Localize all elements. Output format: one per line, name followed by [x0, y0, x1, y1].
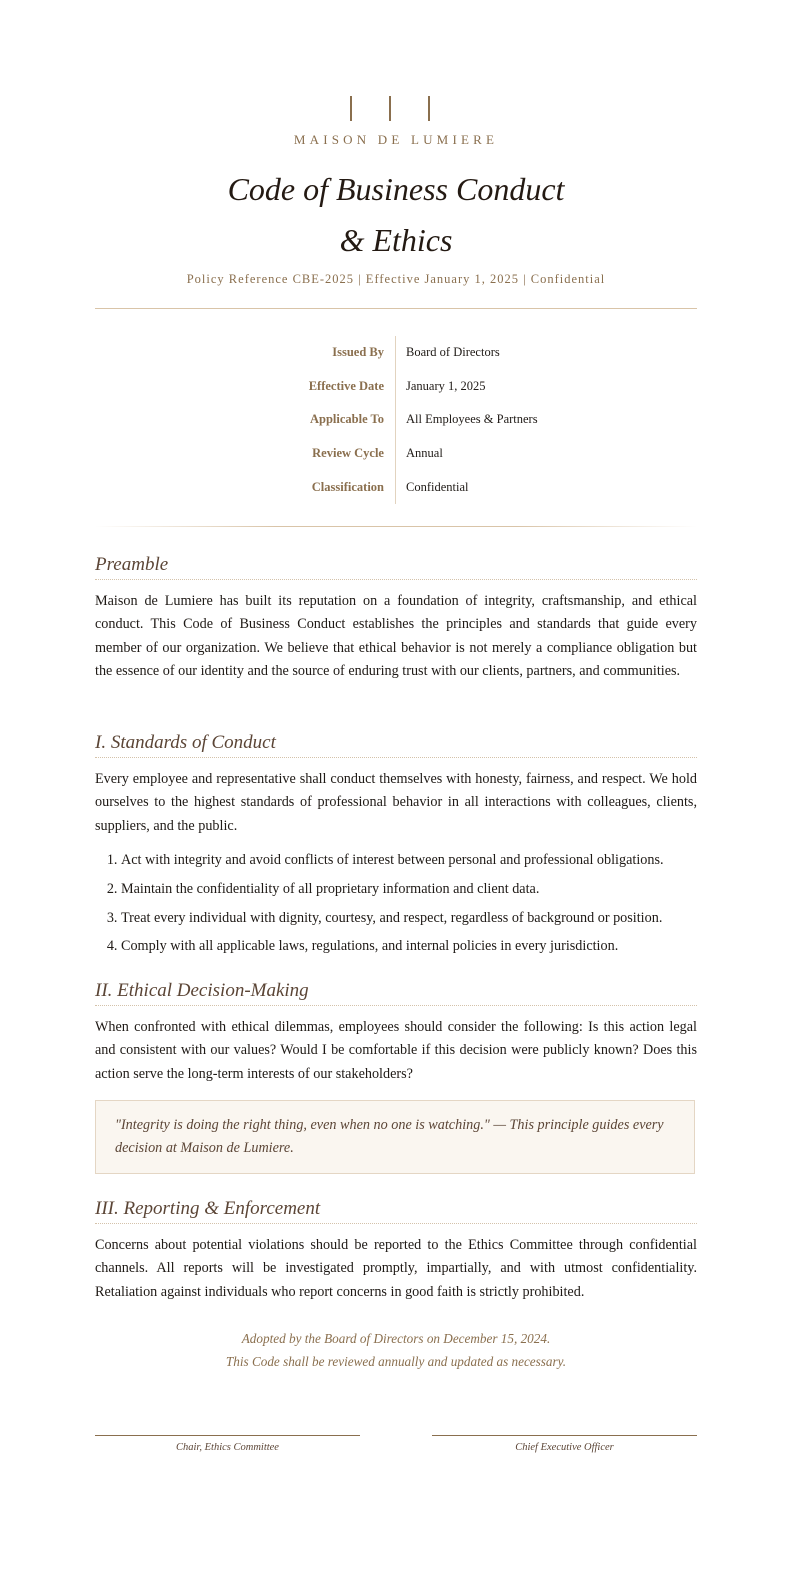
metadata-label: Review Cycle [312, 446, 384, 460]
metadata-row [95, 379, 697, 403]
adoption-note [95, 1327, 697, 1373]
section-body: Every employee and representative shall conduct themselves with honesty, fairness, and respect. We hold ourselves to the highest standards of professional behavior in all interactions with colleagues, clients, suppliers, and the public. [95, 771, 697, 834]
section-standards [95, 729, 697, 961]
section-heading: I. Standards of Conduct [95, 729, 697, 758]
brand-logo-icon [95, 96, 697, 122]
section-heading: II. Ethical Decision-Making [95, 977, 697, 1006]
section-reporting [95, 1195, 697, 1304]
metadata-value: January 1, 2025 [406, 379, 486, 393]
section-body: Concerns about potential violations should be reported to the Ethics Committee through confidential channels. All reports will be investigated promptly, impartially, and with utmost confidentiality. Retaliation against individuals who report concerns in good faith is strictly prohibited. [95, 1237, 697, 1300]
signature-line-chair [95, 1435, 360, 1453]
metadata-value: Confidential [406, 480, 469, 494]
metadata-row [95, 480, 697, 504]
metadata-table [95, 336, 697, 504]
policy-reference: Policy Reference CBE-2025 | Effective January 1, 2025 | Confidential [186, 272, 606, 286]
signature-title: Chief Executive Officer [515, 1442, 614, 1453]
section-body: Maison de Lumiere has built its reputation on a foundation of integrity, craftsmanship, and ethical conduct. This Code of Business Conduct establishes the principles and standards that guide every member of our organization. We believe that ethical behavior is not merely a compliance obligation but the essence of our identity and the source of enduring trust with our clients, partners, and communities. [95, 593, 697, 680]
section-heading: III. Reporting & Enforcement [95, 1195, 697, 1224]
adoption-line-2: This Code shall be reviewed annually and updated as necessary. [225, 1354, 567, 1369]
section-preamble [95, 551, 697, 684]
metadata-value: Annual [406, 446, 443, 460]
quote-text: "Integrity is doing the right thing, even when no one is watching." — This principle guides every decision at Maison de Lumiere. [115, 1117, 664, 1157]
standards-list [95, 846, 697, 961]
adoption-line-1: Adopted by the Board of Directors on December 15, 2024. [241, 1331, 551, 1346]
metadata-row [95, 345, 697, 369]
metadata-value: All Employees & Partners [406, 412, 538, 426]
section-decision-making [95, 977, 697, 1086]
header-divider [95, 308, 697, 309]
list-item: 1. Act with integrity and avoid conflicts of interest between personal and professional obligations. [121, 846, 697, 875]
list-item: 4. Comply with all applicable laws, regulations, and internal policies in every jurisdiction. [121, 932, 697, 961]
metadata-label: Effective Date [308, 379, 384, 393]
section-heading: Preamble [95, 551, 697, 580]
brand-name: MAISON DE LUMIERE [293, 132, 499, 147]
title-line-1: Code of Business Conduct [227, 171, 565, 207]
signature-line-ceo [432, 1435, 697, 1453]
metadata-label: Applicable To [310, 412, 384, 426]
metadata-row [95, 446, 697, 470]
metadata-value: Board of Directors [406, 345, 500, 359]
metadata-row [95, 412, 697, 436]
section-body: When confronted with ethical dilemmas, employees should consider the following: Is this action legal and consistent with our values? Would I be comfortable if this decision were publicly known? Does this action serve the long-term interests of our stakeholders? [95, 1019, 697, 1082]
list-item: 3. Treat every individual with dignity, courtesy, and respect, regardless of background or position. [121, 904, 697, 933]
integrity-quote [95, 1100, 695, 1174]
list-item: 2. Maintain the confidentiality of all proprietary information and client data. [121, 875, 697, 904]
signature-title: Chair, Ethics Committee [176, 1442, 279, 1453]
document-title [95, 164, 697, 266]
metadata-bottom-divider [95, 526, 697, 527]
metadata-label: Classification [311, 480, 384, 494]
title-line-2: & Ethics [339, 222, 453, 258]
metadata-label: Issued By [332, 345, 384, 359]
